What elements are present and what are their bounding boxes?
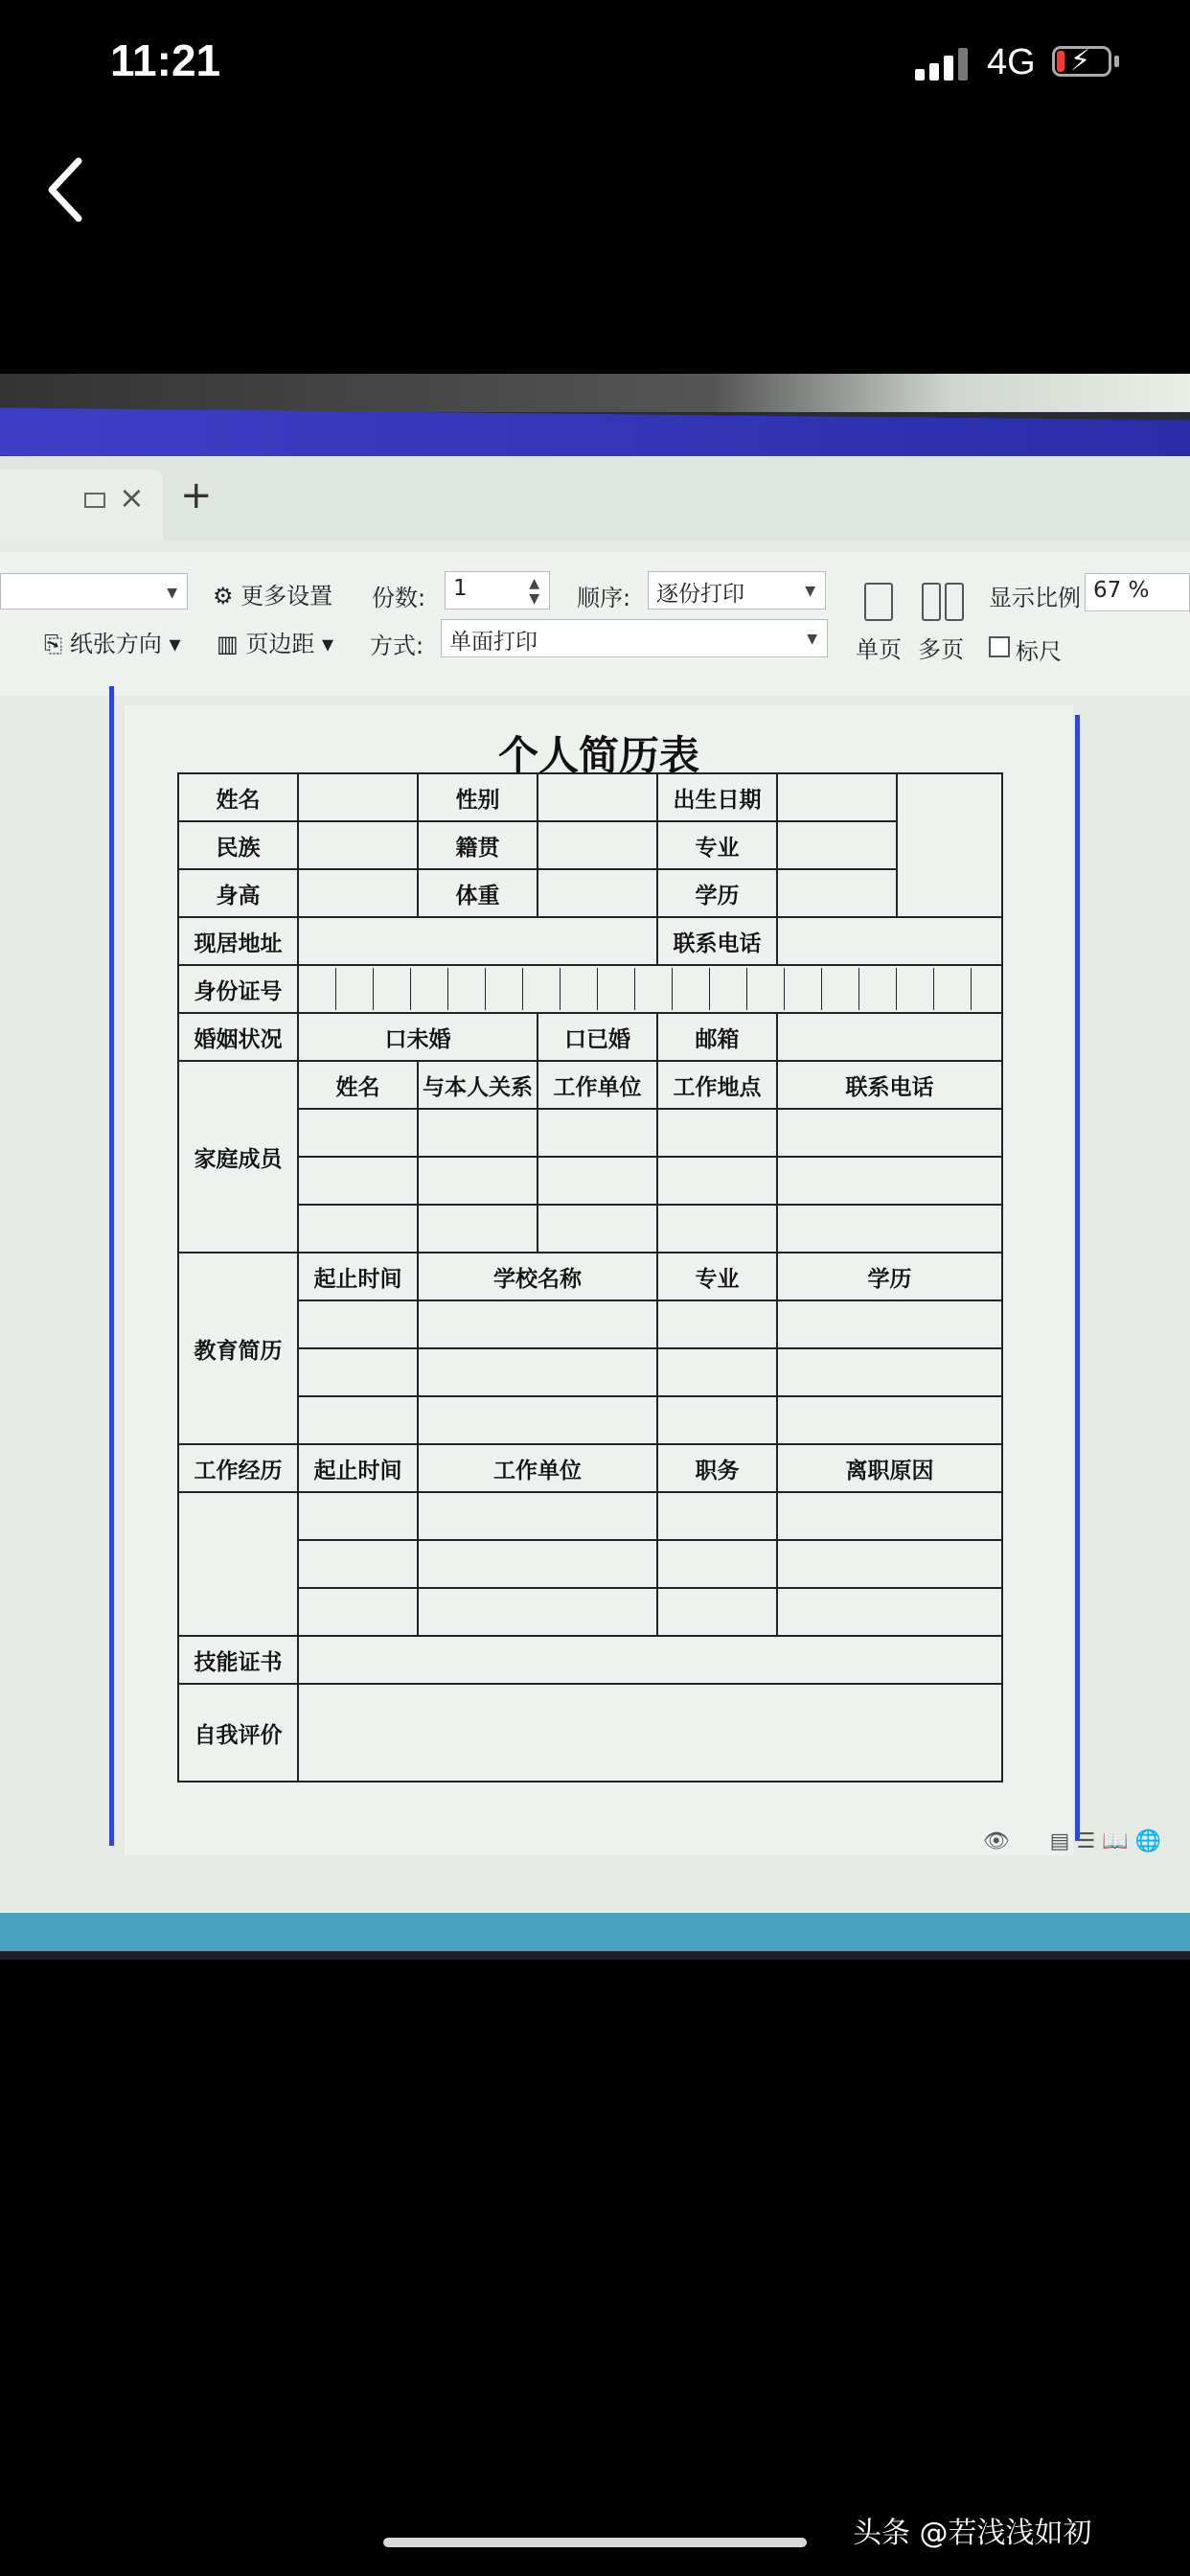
order-select[interactable]: 逐份打印 ▼ — [648, 571, 826, 610]
printer-select[interactable]: ▼ — [0, 573, 188, 610]
back-chevron-icon — [38, 153, 96, 226]
label-edu-history: 教育简历 — [178, 1253, 298, 1444]
home-indicator[interactable] — [383, 2538, 807, 2547]
table-cell[interactable] — [657, 1300, 777, 1348]
margins-label: 页边距 — [245, 631, 315, 657]
cell-self-eval[interactable] — [298, 1684, 1002, 1782]
table-cell[interactable] — [298, 1348, 418, 1396]
table-cell[interactable] — [657, 1205, 777, 1253]
family-col-relation: 与本人关系 — [418, 1061, 538, 1109]
preview-area — [0, 696, 1190, 1932]
label-education: 学历 — [657, 869, 777, 917]
table-cell[interactable] — [418, 1492, 657, 1540]
battery-tip — [1114, 56, 1119, 67]
cell-weight[interactable] — [538, 869, 657, 917]
document-tab[interactable] — [0, 470, 163, 540]
table-cell[interactable] — [657, 1157, 777, 1205]
family-col-location: 工作地点 — [657, 1061, 777, 1109]
read-view-icon[interactable]: 📖 — [1102, 1829, 1129, 1853]
label-self-eval: 自我评价 — [178, 1684, 298, 1782]
cell-phone[interactable] — [777, 917, 1002, 965]
photo-cell[interactable] — [897, 773, 1002, 917]
wps-print-preview — [0, 456, 1190, 1922]
label-address: 现居地址 — [178, 917, 298, 965]
table-cell[interactable] — [777, 1540, 1002, 1588]
label-family: 家庭成员 — [178, 1061, 298, 1253]
margins-icon: ▥ — [217, 631, 239, 657]
gear-icon: ⚙ — [213, 583, 234, 610]
label-id-number: 身份证号 — [178, 965, 298, 1013]
multi-page-label[interactable]: 多页 — [918, 636, 964, 663]
print-toolbar — [0, 552, 1190, 696]
table-cell[interactable] — [777, 1588, 1002, 1636]
print-page — [125, 705, 1073, 1855]
close-icon[interactable]: × — [119, 479, 145, 516]
cell-gender[interactable] — [538, 773, 657, 821]
label-name: 姓名 — [178, 773, 298, 821]
outline-view-icon[interactable]: ☰ — [1076, 1829, 1096, 1853]
network-label: 4G — [987, 42, 1036, 82]
work-col-reason: 离职原因 — [777, 1444, 1002, 1492]
cell-address[interactable] — [298, 917, 657, 965]
table-cell[interactable] — [298, 1157, 418, 1205]
more-settings-button[interactable] — [213, 577, 332, 610]
monitor-bottom-bar — [0, 1913, 1190, 1951]
work-col-employer: 工作单位 — [418, 1444, 657, 1492]
paper-orientation-label: 纸张方向 — [69, 631, 162, 657]
zoom-input[interactable] — [1085, 573, 1190, 611]
table-cell[interactable] — [298, 1205, 418, 1253]
family-col-name: 姓名 — [298, 1061, 418, 1109]
table-cell[interactable] — [777, 1157, 1002, 1205]
table-cell[interactable] — [298, 1109, 418, 1157]
label-weight: 体重 — [418, 869, 538, 917]
paper-orientation-button[interactable]: ⎘ 纸张方向 ▾ — [44, 631, 181, 657]
view-icons — [983, 1829, 1161, 1853]
form-title: 个人简历表 — [497, 732, 699, 779]
table-cell[interactable] — [418, 1205, 538, 1253]
table-cell[interactable] — [418, 1157, 538, 1205]
table-cell[interactable] — [538, 1157, 657, 1205]
table-cell[interactable] — [657, 1492, 777, 1540]
label-height: 身高 — [178, 869, 298, 917]
label-email: 邮箱 — [657, 1013, 777, 1061]
multi-page-icon-2 — [945, 583, 964, 621]
status-bar — [0, 0, 1190, 134]
single-page-icon[interactable] — [864, 583, 893, 621]
add-tab-icon[interactable]: + — [180, 473, 213, 518]
label-marital: 婚姻状况 — [178, 1013, 298, 1061]
resume-table — [177, 772, 1003, 1782]
table-cell[interactable] — [418, 1540, 657, 1588]
table-cell[interactable] — [298, 1396, 418, 1444]
photo-top-strip — [0, 374, 1190, 412]
more-settings-label: 更多设置 — [240, 583, 333, 610]
edu-col-major: 专业 — [657, 1253, 777, 1300]
back-button[interactable] — [38, 153, 96, 226]
status-time: 11:21 — [110, 35, 221, 85]
table-cell[interactable] — [657, 1396, 777, 1444]
table-cell[interactable] — [298, 1540, 418, 1588]
table-cell[interactable] — [298, 1588, 418, 1636]
table-cell[interactable] — [418, 1109, 538, 1157]
table-cell[interactable] — [418, 1588, 657, 1636]
single-page-label[interactable]: 单页 — [856, 636, 902, 663]
table-cell[interactable] — [298, 1492, 418, 1540]
battery-icon: ⚡ — [1052, 46, 1111, 77]
paper-orientation-icon: ⎘ — [44, 631, 63, 657]
cell-email[interactable] — [777, 1013, 1002, 1061]
cell-id-number[interactable] — [298, 965, 1002, 1013]
family-col-employer: 工作单位 — [538, 1061, 657, 1109]
edu-col-period: 起止时间 — [298, 1253, 418, 1300]
watermark: 头条 @若浅浅如初 — [853, 2517, 1092, 2550]
table-cell[interactable] — [418, 1300, 657, 1348]
tab-bar — [0, 456, 1190, 540]
table-cell[interactable] — [777, 1109, 1002, 1157]
label-major: 专业 — [657, 821, 777, 869]
table-cell[interactable] — [777, 1396, 1002, 1444]
option-married[interactable]: 口已婚 — [538, 1013, 657, 1061]
label-work-history: 工作经历 — [178, 1444, 298, 1492]
table-cell[interactable] — [418, 1396, 657, 1444]
order-value: 逐份打印 — [656, 582, 744, 607]
label-ethnicity: 民族 — [178, 821, 298, 869]
cell-native-place[interactable] — [538, 821, 657, 869]
ruler-label: 标尺 — [1016, 638, 1062, 665]
margins-button[interactable]: ▥ 页边距 ▾ — [217, 631, 334, 657]
monitor-icon — [84, 493, 105, 508]
cell-ethnicity[interactable] — [298, 821, 418, 869]
copies-label: 份数: — [372, 585, 426, 611]
mode-label: 方式: — [370, 632, 424, 659]
multi-page-icon[interactable] — [922, 583, 941, 621]
photo-of-monitor — [0, 374, 1190, 1960]
cell-education[interactable] — [777, 869, 897, 917]
copies-stepper[interactable]: 1 ▲ ▼ — [445, 571, 550, 610]
mode-select[interactable]: 单面打印 ▼ — [441, 619, 828, 657]
display-ratio-label: 显示比例 — [989, 585, 1081, 611]
table-cell[interactable] — [298, 1300, 418, 1348]
table-cell[interactable] — [657, 1588, 777, 1636]
order-label: 顺序: — [577, 585, 631, 611]
table-cell[interactable] — [657, 1348, 777, 1396]
mode-value: 单面打印 — [449, 630, 538, 655]
table-cell[interactable] — [777, 1492, 1002, 1540]
label-gender: 性别 — [418, 773, 538, 821]
table-cell[interactable] — [777, 1300, 1002, 1348]
right-margin-line — [1075, 715, 1080, 1841]
signal-icon — [915, 48, 969, 80]
table-cell[interactable] — [657, 1540, 777, 1588]
table-cell[interactable] — [657, 1109, 777, 1157]
edu-col-school: 学校名称 — [418, 1253, 657, 1300]
work-col-period: 起止时间 — [298, 1444, 418, 1492]
table-cell[interactable] — [538, 1109, 657, 1157]
cell-birthdate[interactable] — [777, 773, 897, 821]
label-birthdate: 出生日期 — [657, 773, 777, 821]
edu-col-degree: 学历 — [777, 1253, 1002, 1300]
copies-value: 1 — [453, 576, 468, 601]
table-cell[interactable] — [178, 1492, 298, 1636]
cell-certificates[interactable] — [298, 1636, 1002, 1684]
table-cell[interactable] — [777, 1348, 1002, 1396]
label-phone: 联系电话 — [657, 917, 777, 965]
left-margin-line — [109, 686, 114, 1846]
cell-major[interactable] — [777, 821, 897, 869]
label-native-place: 籍贯 — [418, 821, 538, 869]
table-cell[interactable] — [538, 1205, 657, 1253]
cell-height[interactable] — [298, 869, 418, 917]
zoom-value: 67 % — [1093, 578, 1150, 603]
family-col-phone: 联系电话 — [777, 1061, 1002, 1109]
cell-name[interactable] — [298, 773, 418, 821]
page-view-icon[interactable]: ▤ — [1049, 1829, 1070, 1853]
table-cell[interactable] — [777, 1205, 1002, 1253]
label-certificates: 技能证书 — [178, 1636, 298, 1684]
table-cell[interactable] — [418, 1348, 657, 1396]
ruler-checkbox[interactable] — [989, 636, 1010, 657]
option-unmarried[interactable]: 口未婚 — [298, 1013, 538, 1061]
work-col-position: 职务 — [657, 1444, 777, 1492]
eye-icon[interactable]: 👁 — [982, 1829, 1010, 1853]
globe-icon[interactable]: 🌐 — [1134, 1829, 1161, 1853]
